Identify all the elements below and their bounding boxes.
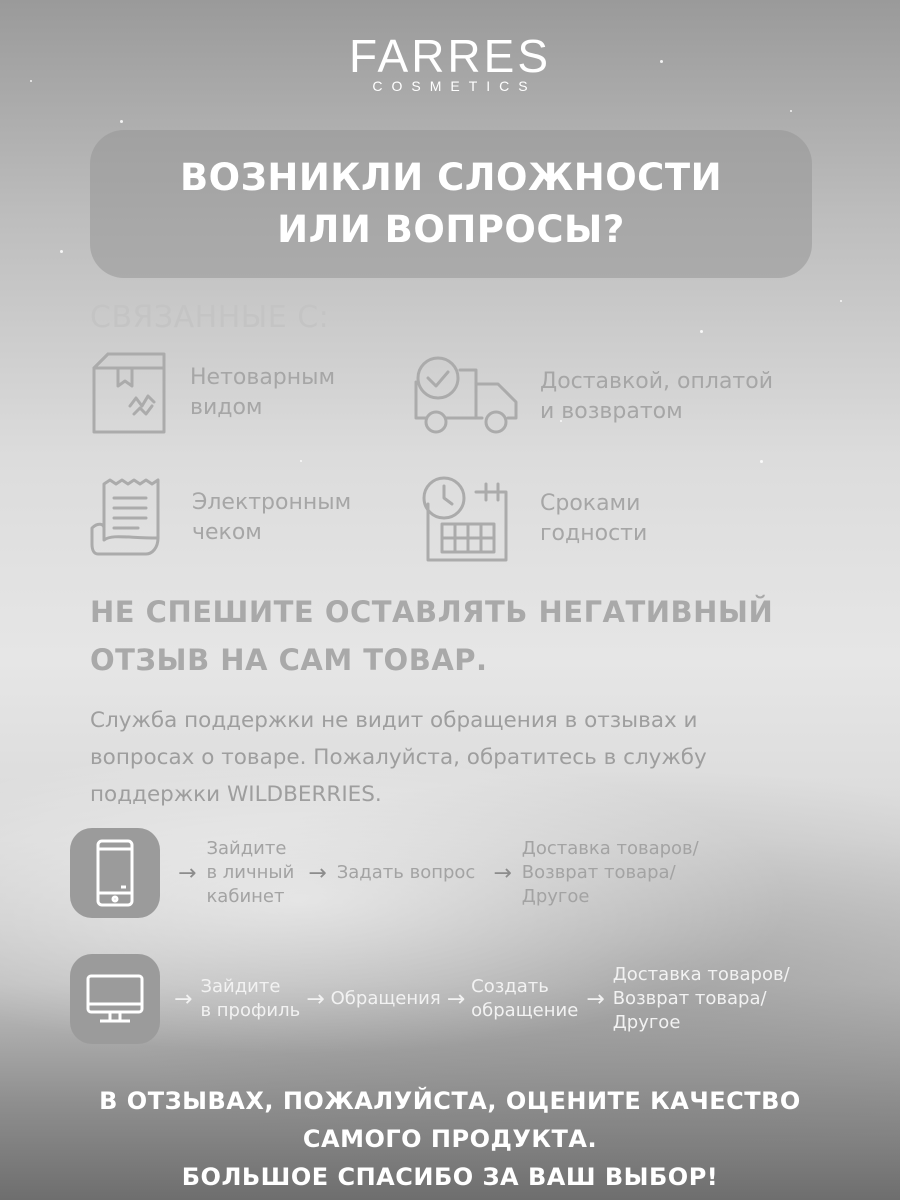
support-line-1: Служба поддержки не видит обращения в отзывах и <box>90 708 698 733</box>
feature-label <box>190 363 335 423</box>
step-line: Возврат товара/ <box>521 862 676 883</box>
arrow-right-icon: → <box>493 860 512 886</box>
step-line: Доставка товаров/ <box>521 838 699 859</box>
snow-speck <box>760 460 763 463</box>
arrow-right-icon: → <box>306 986 325 1012</box>
mobile-device-box <box>70 828 160 918</box>
arrow-right-icon: → <box>446 986 466 1012</box>
banner-title <box>180 152 722 256</box>
support-paragraph <box>90 702 810 813</box>
step-line: Создать <box>471 976 549 997</box>
step-line: Возврат товара/ <box>612 988 767 1009</box>
calendar-clock-icon <box>416 474 512 564</box>
step-line: Другое <box>612 1012 681 1033</box>
receipt-icon <box>88 478 170 558</box>
feature-label-line-2: видом <box>190 395 263 420</box>
flow-step <box>337 861 476 885</box>
warning-line-2: ОТЗЫВ НА САМ ТОВАР. <box>90 643 488 677</box>
feature-damaged-box <box>90 352 335 434</box>
damaged-box-icon <box>90 352 168 434</box>
feature-label-line-2: чеком <box>192 520 262 545</box>
footer-line-1: В ОТЗЫВАХ, ПОЖАЛУЙСТА, ОЦЕНИТЕ КАЧЕСТВО <box>99 1087 801 1115</box>
footer-line-3: БОЛЬШОЕ СПАСИБО ЗА ВАШ ВЫБОР! <box>181 1163 719 1191</box>
feature-delivery <box>412 354 773 440</box>
snow-speck <box>840 300 842 302</box>
smartphone-icon <box>95 839 135 907</box>
desktop-flow <box>70 954 790 1044</box>
snow-speck <box>60 250 63 253</box>
feature-label-line-1: Нетоварным <box>190 365 336 390</box>
related-heading: СВЯЗАННЫЕ С: <box>90 300 330 335</box>
support-line-2: вопросах о товаре. Пожалуйста, обратитесь в службу <box>90 745 707 770</box>
mobile-flow <box>70 828 699 918</box>
question-banner <box>90 130 812 278</box>
footer-message <box>0 1082 900 1196</box>
feature-label <box>192 488 351 548</box>
flow-step <box>206 837 294 909</box>
step-line: обращение <box>471 1000 579 1021</box>
negative-review-warning <box>90 588 810 684</box>
arrow-right-icon: → <box>174 986 193 1012</box>
delivery-truck-icon <box>412 354 520 440</box>
flow-step <box>522 837 699 909</box>
arrow-right-icon: → <box>586 986 605 1012</box>
brand-name: FARRES <box>348 30 552 82</box>
step-line: Другое <box>521 886 590 907</box>
desktop-monitor-icon <box>86 974 144 1024</box>
feature-label-line-2: годности <box>540 521 648 546</box>
snow-speck <box>790 110 792 112</box>
step-line: Зайдите <box>200 976 281 997</box>
brand-tagline: COSMETICS <box>372 78 537 94</box>
feature-label-line-1: Электронным <box>192 490 352 515</box>
feature-label <box>540 489 647 549</box>
snow-speck <box>300 460 302 462</box>
snow-speck <box>700 330 703 333</box>
brand-logo <box>0 32 900 94</box>
arrow-right-icon: → <box>178 860 197 886</box>
flow-step <box>200 975 300 1023</box>
warning-line-1: НЕ СПЕШИТЕ ОСТАВЛЯТЬ НЕГАТИВНЫЙ <box>90 595 774 629</box>
step-line: в профиль <box>200 1000 301 1021</box>
flow-step <box>613 963 790 1035</box>
banner-line-2: ИЛИ ВОПРОСЫ? <box>277 208 625 251</box>
snow-speck <box>120 120 123 123</box>
feature-label-line-2: и возвратом <box>540 399 683 424</box>
footer-line-2: САМОГО ПРОДУКТА. <box>302 1125 598 1153</box>
feature-label <box>540 367 773 427</box>
step-line: Доставка товаров/ <box>612 964 790 985</box>
step-line: в личный <box>206 862 295 883</box>
feature-receipt <box>88 478 351 558</box>
flow-step <box>471 975 578 1023</box>
step-line: Зайдите <box>206 838 287 859</box>
feature-label-line-1: Сроками <box>540 491 641 516</box>
arrow-right-icon: → <box>308 860 327 886</box>
flow-step <box>331 987 441 1011</box>
feature-expiry <box>416 474 647 564</box>
banner-line-1: ВОЗНИКЛИ СЛОЖНОСТИ <box>179 156 723 199</box>
support-line-3: поддержки WILDBERRIES. <box>90 782 382 807</box>
step-line: Задать вопрос <box>336 862 476 883</box>
desktop-device-box <box>70 954 160 1044</box>
step-line: Обращения <box>330 988 441 1009</box>
feature-label-line-1: Доставкой, оплатой <box>540 369 773 394</box>
step-line: кабинет <box>206 886 285 907</box>
